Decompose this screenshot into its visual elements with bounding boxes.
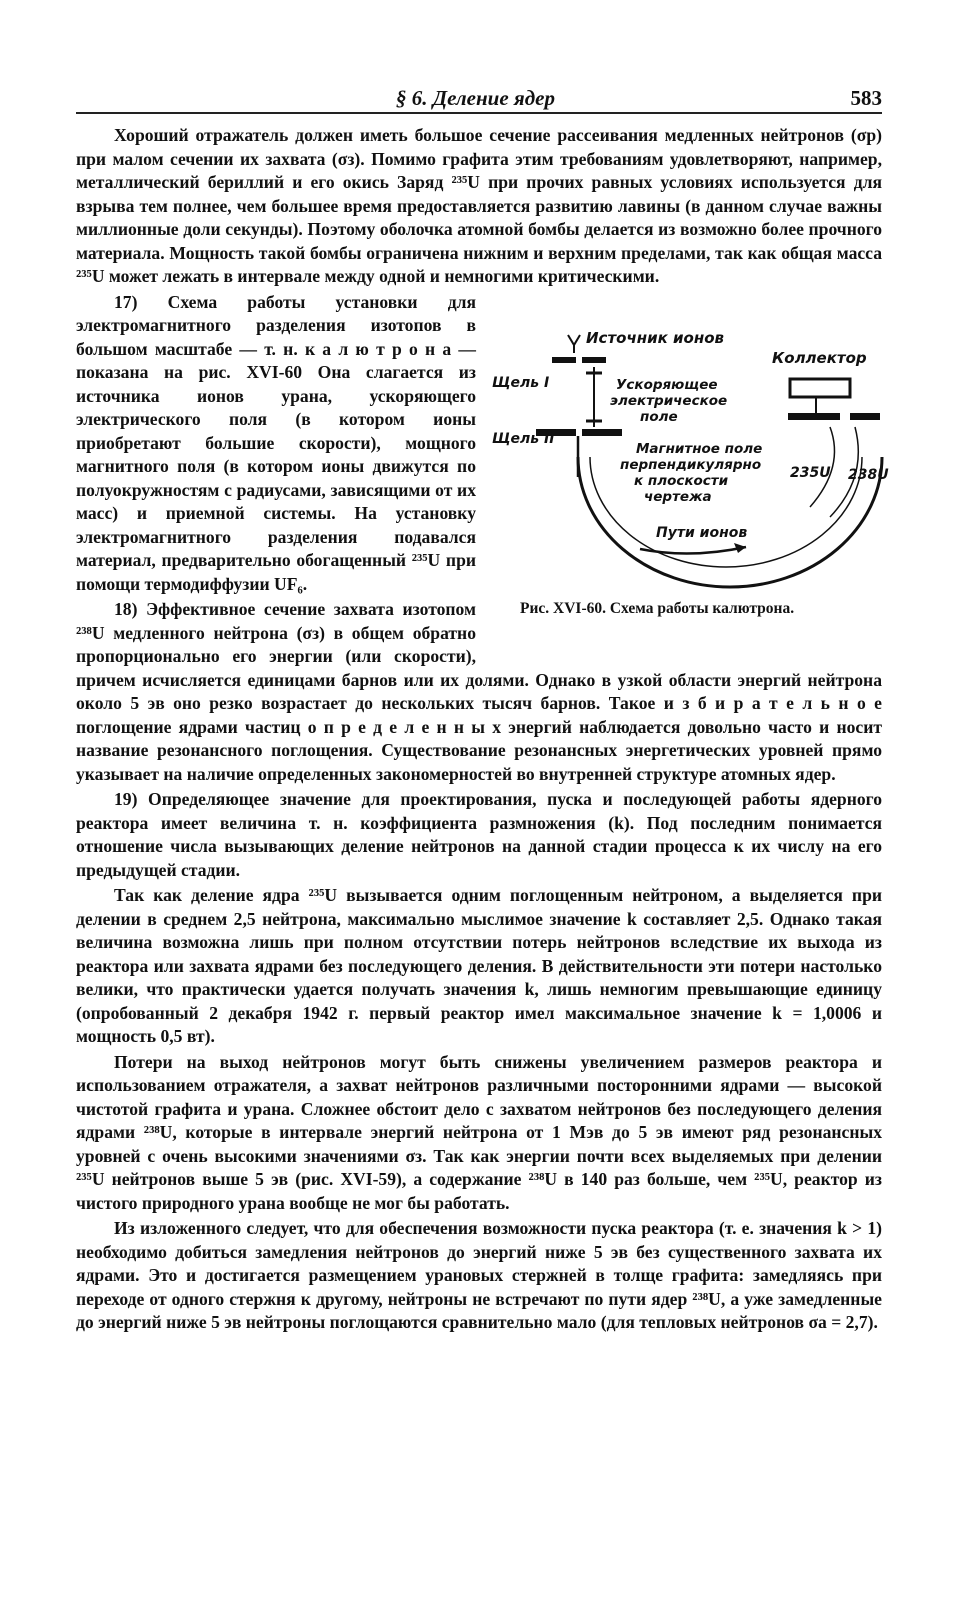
label-slit-1: Щель I [492, 374, 550, 391]
label-slit-2: Щель II [492, 430, 555, 447]
slit-1-left-plate [552, 357, 576, 363]
label-mag-1: Магнитное поле [636, 440, 763, 457]
slit-1-right-plate [582, 357, 606, 363]
calutron-diagram [490, 297, 889, 597]
label-accel-3: поле [640, 408, 678, 425]
label-collector: Коллектор [772, 348, 867, 367]
paragraph-1: Хороший отражатель должен иметь большое сечение рассеивания медленных нейтронов (σр) при малом сечении их захвата (σз). Помимо графита этим требованиям удовлетворяют, например, металлический бериллий и его окись Заряд ²³⁵U при прочих равных условиях используется для взрыва тем полнее, чем большее время предоставляется развитию лавины (в данном случае важны миллионные доли секунды). Поэтому оболочка атомной бомбы делается из возможно более прочного материала. Мощность такой бомбы ограничена нижним и верхним пределами, так как общая масса ²³⁵U может лежать в интервале между одной и немногими критическими. [76, 125, 882, 286]
collector-plate-2 [850, 413, 880, 420]
body-text [76, 124, 889, 1335]
page-number: 583 [850, 86, 882, 110]
paragraph-7: Из изложенного следует, что для обеспечения возможности пуска реактора (т. е. значения k > 1) необходимо добиться замедления нейтронов до энергий ниже 5 эв без существенного захвата их ядрами. Это и достигается размещением урановых стержней в толще графита: замедляясь при переходе от одного стержня к другому, нейтроны не встречают по пути ядер ²³⁸U, а уже замедленные до энергий ниже 5 эв нейтроны поглощаются сравнительно мало (для тепловых нейтронов σа = 2,7). [76, 1218, 882, 1332]
paragraph-5: Так как деление ядра ²³⁵U вызывается одним поглощенным нейтроном, а выделяется при делении в среднем 2,5 нейтрона, максимально мыслимое значение k составляет 2,5. Однако такая величина возможна лишь при полном отсутствии потерь нейтронов вследствие их выхода из реактора или захвата ядрами без последующего деления. В действительности эти потери настолько велики, что практически удается получать значения k, лишь немногим превышающие единицу (опробованный 2 декабря 1942 г. первый реактор имел максимальное значение k = 1,0006 и мощность 0,5 вт). [76, 885, 882, 1046]
running-header [76, 82, 882, 114]
section-title: § 6. Деление ядер [396, 86, 555, 110]
paragraph-19: 19) Определяющее значение для проектирования, пуска и последующей работы ядерного реактора имеет величина т. н. коэффициента размножения (k). Под последним понимается отношение числа вызывающих деление нейтронов на данной стадии процесса к их числу на его предыдущей стадии. [76, 789, 882, 880]
paragraph-18: 18) Эффективное сечение захвата изотопом ²³⁸U медленного нейтрона (σз) в общем обратно пропорционально его энергии (или скорости), причем исчисляется единицами барнов или их долями. Однако в узкой области энергий нейтрона около 5 эв оно резко возрастает до нескольких тысяч барнов. Такое и з б и р а т е л ь н о е поглощение ядрами частиц о п р е д е л е н н ы х энергий наблюдается довольно часто и носит название резонансного поглощения. Существование резонансных энергетических уровней прямо указывает на наличие определенных закономерностей во внутренней структуре атомных ядер. [76, 599, 882, 784]
label-u235: 235U [790, 464, 831, 481]
label-mag-4: чертежа [644, 488, 712, 505]
ion-path-arrow [640, 547, 746, 554]
figure-calutron [490, 297, 889, 653]
collector-box [790, 379, 850, 397]
paragraph-17: 17) Схема работы установки для электромагнитного разделения изотопов в большом масштабе — т. н. к а л ю т р о н а — показана на рис. XVI-60 Она слагается из источника ионов урана, ускоряющего электрического поля (в котором ионы приобретают большие скорости), мощного магнитного поля (в котором ионы движутся по полуокружностям с радиусами, зависящими от их масс) и приемной системы. На установку электромагнитного разделения подавался материал, предварительно обогащенный ²³⁵U при помощи термодиффузии UF₆. [76, 291, 476, 594]
label-mag-3: к плоскости [634, 472, 729, 489]
label-ion-source: Источник ионов [586, 328, 724, 347]
page [76, 82, 889, 1337]
paragraph-6: Потери на выход нейтронов могут быть снижены увеличением размеров реактора и использованием отражателя, а захват нейтронов различными посторонними ядрами — высокой чистотой графита и урана. Сложнее обстоит дело с захватом нейтронов без последующего деления ядрами ²³⁸U, которые в интервале энергий нейтрона от 1 Мэв до 5 эв имеют ряд резонансных уровней с очень высокими значениями σз. Так как энергии почти всех выделяемых при делении ²³⁵U нейтронов выше 5 эв (рис. XVI-59), а содержание ²³⁸U в 140 раз больше, чем ²³⁵U, реактор из чистого природного урана вообще не мог бы работать. [76, 1051, 882, 1213]
label-accel-1: Ускоряющее [616, 376, 718, 393]
label-ion-paths: Пути ионов [656, 524, 748, 541]
ion-source-icon [568, 335, 580, 353]
label-mag-2: перпендикулярно [620, 456, 762, 473]
collector-plate-1 [788, 413, 840, 420]
slit-2-right-plate [582, 429, 622, 436]
label-u238: 238U [848, 466, 889, 483]
figure-caption: Рис. XVI-60. Схема работы калютрона. [520, 599, 795, 617]
label-accel-2: электрическое [610, 392, 728, 409]
